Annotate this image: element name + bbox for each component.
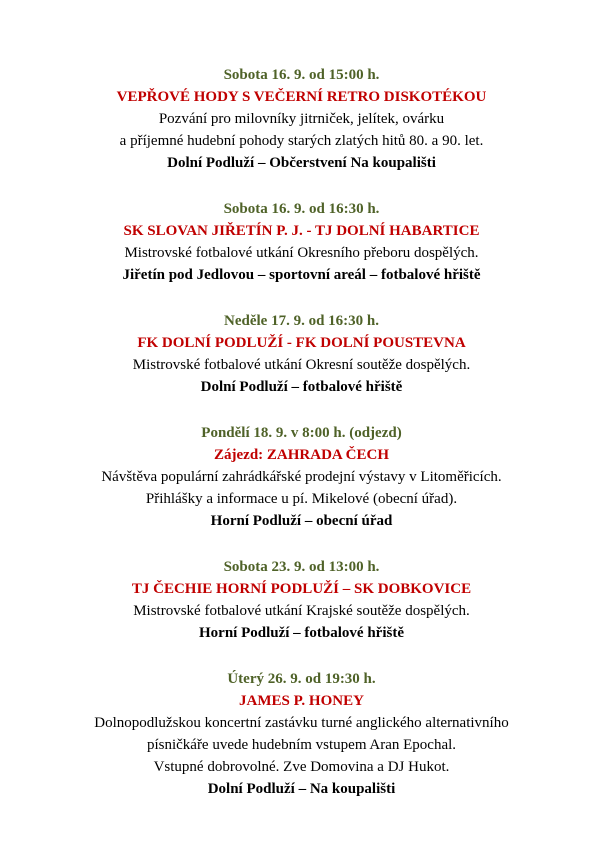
event-title: VEPŘOVÉ HODY S VEČERNÍ RETRO DISKOTÉKOU	[116, 89, 487, 105]
event-title: FK DOLNÍ PODLUŽÍ - FK DOLNÍ POUSTEVNA	[137, 335, 466, 351]
event-item-4	[0, 422, 603, 532]
event-venue: Horní Podluží – obecní úřad	[210, 513, 393, 529]
event-description-line: Pozvání pro milovníky jitrniček, jelítek, ovárku	[158, 111, 445, 127]
event-item-2	[0, 198, 603, 286]
event-venue: Dolní Podluží – Občerstvení Na koupališti	[167, 155, 436, 171]
event-description-line: a příjemné hudební pohody starých zlatých hitů 80. a 90. let.	[119, 133, 484, 149]
event-date: Pondělí 18. 9. v 8:00 h. (odjezd)	[201, 425, 402, 441]
event-description-line: Mistrovské fotbalové utkání Okresního přeboru dospělých.	[124, 245, 479, 261]
event-listing	[0, 64, 603, 824]
event-description-line: Mistrovské fotbalové utkání Okresní soutěže dospělých.	[132, 357, 471, 373]
event-venue: Horní Podluží – fotbalové hřiště	[199, 625, 404, 641]
event-item-3	[0, 310, 603, 398]
event-description-line: Dolnopodlužskou koncertní zastávku turné anglického alternativního	[94, 715, 509, 731]
event-description-line: Přihlášky a informace u pí. Mikelové (obecní úřad).	[145, 491, 458, 507]
event-date: Sobota 23. 9. od 13:00 h.	[223, 559, 380, 575]
event-date: Úterý 26. 9. od 19:30 h.	[227, 671, 376, 687]
event-date: Neděle 17. 9. od 16:30 h.	[224, 313, 379, 329]
event-title: TJ ČECHIE HORNÍ PODLUŽÍ – SK DOBKOVICE	[131, 581, 472, 597]
event-date: Sobota 16. 9. od 15:00 h.	[223, 67, 380, 83]
event-description-line: Vstupné dobrovolné. Zve Domovina a DJ Hukot.	[153, 759, 450, 775]
event-item-5	[0, 556, 603, 644]
event-venue: Jiřetín pod Jedlovou – sportovní areál – fotbalové hřiště	[122, 267, 481, 283]
event-description-line: Návštěva populární zahrádkářské prodejní výstavy v Litoměřicích.	[101, 469, 502, 485]
event-item-1	[0, 64, 603, 174]
event-date: Sobota 16. 9. od 16:30 h.	[223, 201, 380, 217]
event-item-6	[0, 668, 603, 800]
event-venue: Dolní Podluží – Na koupališti	[207, 781, 396, 797]
event-description-line: Mistrovské fotbalové utkání Krajské soutěže dospělých.	[133, 603, 470, 619]
event-title: SK SLOVAN JIŘETÍN P. J. - TJ DOLNÍ HABARTICE	[123, 223, 480, 239]
event-title: Zájezd: ZAHRADA ČECH	[214, 447, 389, 463]
event-venue: Dolní Podluží – fotbalové hřiště	[200, 379, 403, 395]
event-description-line: písničkáře uvede hudebním vstupem Aran Epochal.	[146, 737, 457, 753]
event-title: JAMES P. HONEY	[239, 693, 364, 709]
